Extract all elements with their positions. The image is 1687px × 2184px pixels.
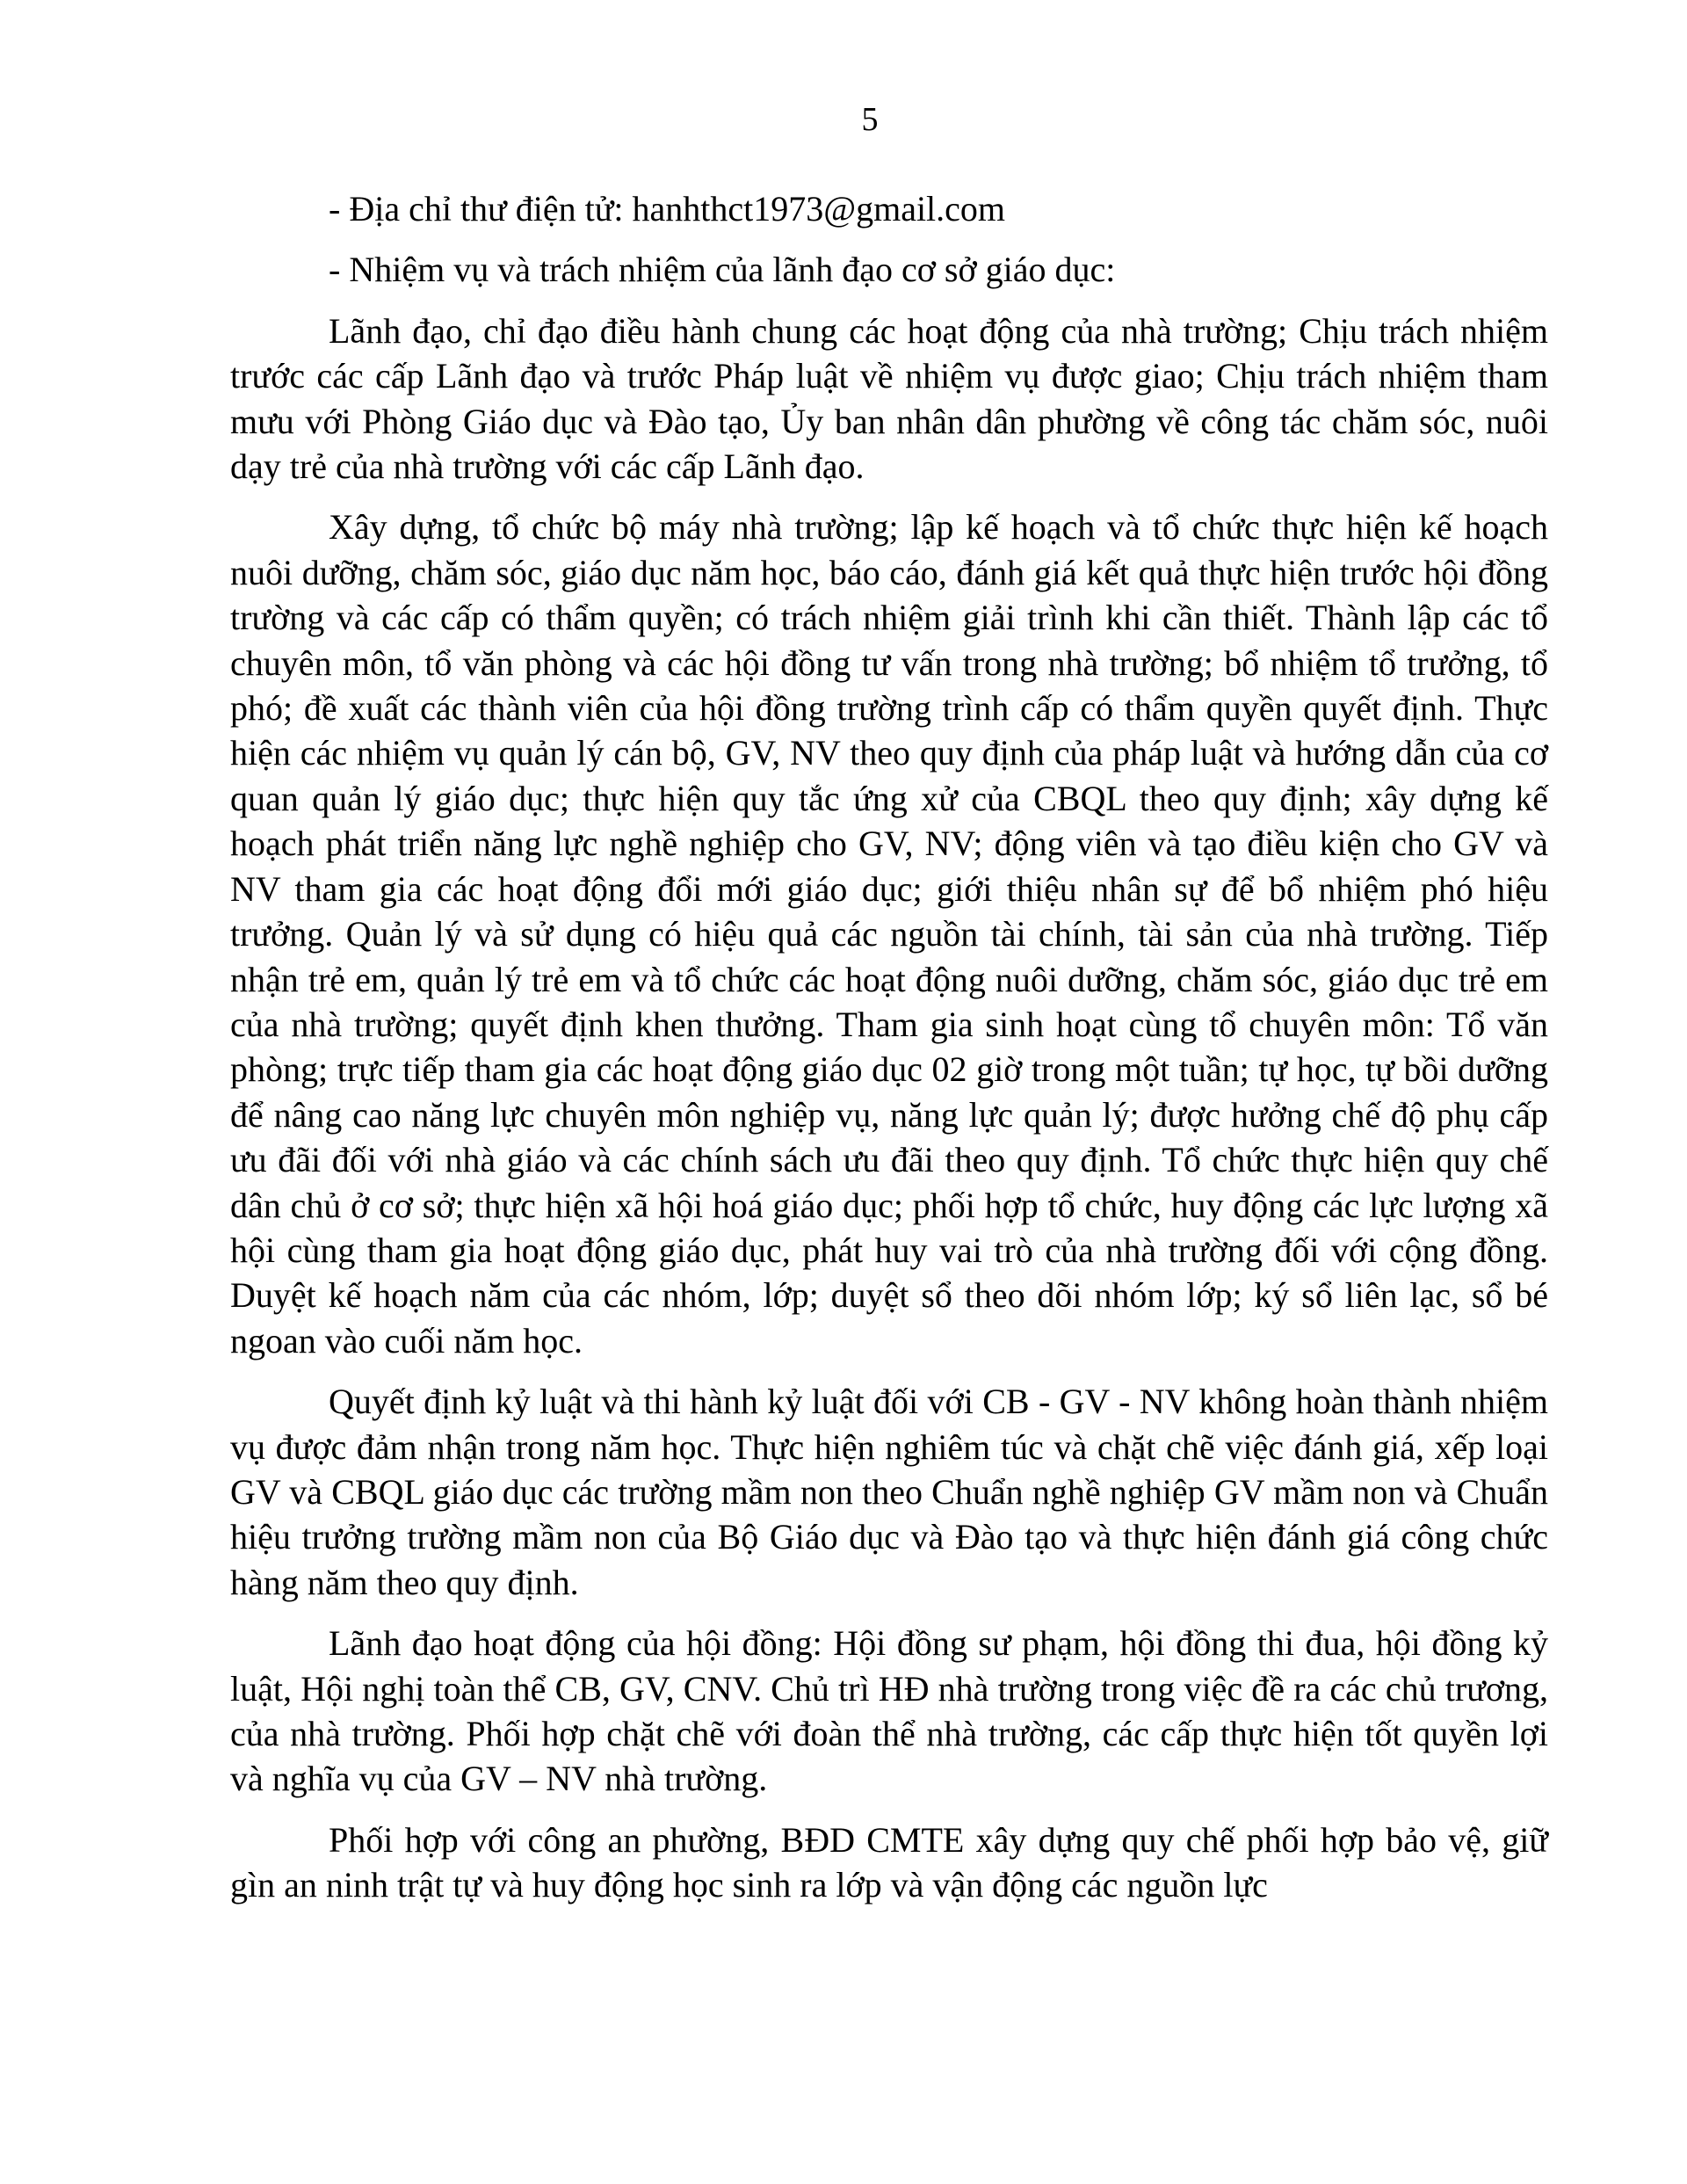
paragraph-leadership: Lãnh đạo, chỉ đạo điều hành chung các hoạt động của nhà trường; Chịu trách nhiệm trước các cấp Lãnh đạo và trước Pháp luật về nhiệm vụ được giao; Chịu trách nhiệm tham mưu với Phòng Giáo dục và Đào tạo, Ủy ban nhân dân phường về công tác chăm sóc, nuôi dạy trẻ của nhà trường với các cấp Lãnh đạo. [230,310,1548,487]
page-number: 5 [861,101,879,138]
paragraph-organization: Xây dựng, tổ chức bộ máy nhà trường; lập kế hoạch và tổ chức thực hiện kế hoạch nuôi dưỡng, chăm sóc, giáo dục năm học, báo cáo, đánh giá kết quả thực hiện trước hội đồng trường và các cấp có thẩm quyền; có trách nhiệm giải trình khi cần thiết. Thành lập các tổ chuyên môn, tổ văn phòng và các hội đồng tư vấn trong nhà trường; bổ nhiệm tổ trưởng, tổ phó; đề xuất các thành viên của hội đồng trường trình cấp có thẩm quyền quyết định. Thực hiện các nhiệm vụ quản lý cán bộ, GV, NV theo quy định của pháp luật và hướng dẫn của cơ quan quản lý giáo dục; thực hiện quy tắc ứng xử của CBQL theo quy định; xây dựng kế hoạch phát triển năng lực nghề nghiệp cho GV, NV; động viên và tạo điều kiện cho GV và NV tham gia các hoạt động đổi mới giáo dục; giới thiệu nhân sự để bổ nhiệm phó hiệu trưởng. Quản lý và sử dụng có hiệu quả các nguồn tài chính, tài sản của nhà trường. Tiếp nhận trẻ em, quản lý trẻ em và tổ chức các hoạt động nuôi dưỡng, chăm sóc, giáo dục trẻ em của nhà trường; quyết định khen thưởng. Tham gia sinh hoạt cùng tổ chuyên môn: Tổ văn phòng; trực tiếp tham gia các hoạt động giáo dục 02 giờ trong một tuần; tự học, tự bồi dưỡng để nâng cao năng lực chuyên môn nghiệp vụ, năng lực quản lý; được hưởng chế độ phụ cấp ưu đãi đối với nhà giáo và các chính sách ưu đãi theo quy định. Tổ chức thực hiện quy chế dân chủ ở cơ sở; thực hiện xã hội hoá giáo dục; phối hợp tổ chức, huy động các lực lượng xã hội cùng tham gia hoạt động giáo dục, phát huy vai trò của nhà trường đối với cộng đồng. Duyệt kế hoạch năm của các nhóm, lớp; duyệt sổ theo dõi nhóm lớp; ký sổ liên lạc, sổ bé ngoan vào cuối năm học. [230,507,1548,1360]
paragraph-council: Lãnh đạo hoạt động của hội đồng: Hội đồng sư phạm, hội đồng thi đua, hội đồng kỷ luật, Hội nghị toàn thể CB, GV, CNV. Chủ trì HĐ nhà trường trong việc đề ra các chủ trương, của nhà trường. Phối hợp chặt chẽ với đoàn thể nhà trường, các cấp thực hiện tốt quyền lợi và nghĩa vụ của GV – NV nhà trường. [230,1623,1548,1799]
paragraph-discipline: Quyết định kỷ luật và thi hành kỷ luật đối với CB - GV - NV không hoàn thành nhiệm vụ được đảm nhận trong năm học. Thực hiện nghiêm túc và chặt chẽ việc đánh giá, xếp loại GV và CBQL giáo dục các trường mầm non theo Chuẩn nghề nghiệp GV mầm non và Chuẩn hiệu trưởng trường mầm non của Bộ Giáo dục và Đào tạo và thực hiện đánh giá công chức hàng năm theo quy định. [230,1382,1548,1602]
paragraph-email: - Địa chỉ thư điện tử: hanhthct1973@gmail.com [329,189,1006,229]
document-body [230,186,1548,1908]
paragraph-duties-heading: - Nhiệm vụ và trách nhiệm của lãnh đạo cơ sở giáo dục: [329,250,1116,290]
paragraph-coordination: Phối hợp với công an phường, BĐD CMTE xây dựng quy chế phối hợp bảo vệ, giữ gìn an ninh trật tự và huy động học sinh ra lớp và vận động các nguồn lực [230,1819,1548,1905]
